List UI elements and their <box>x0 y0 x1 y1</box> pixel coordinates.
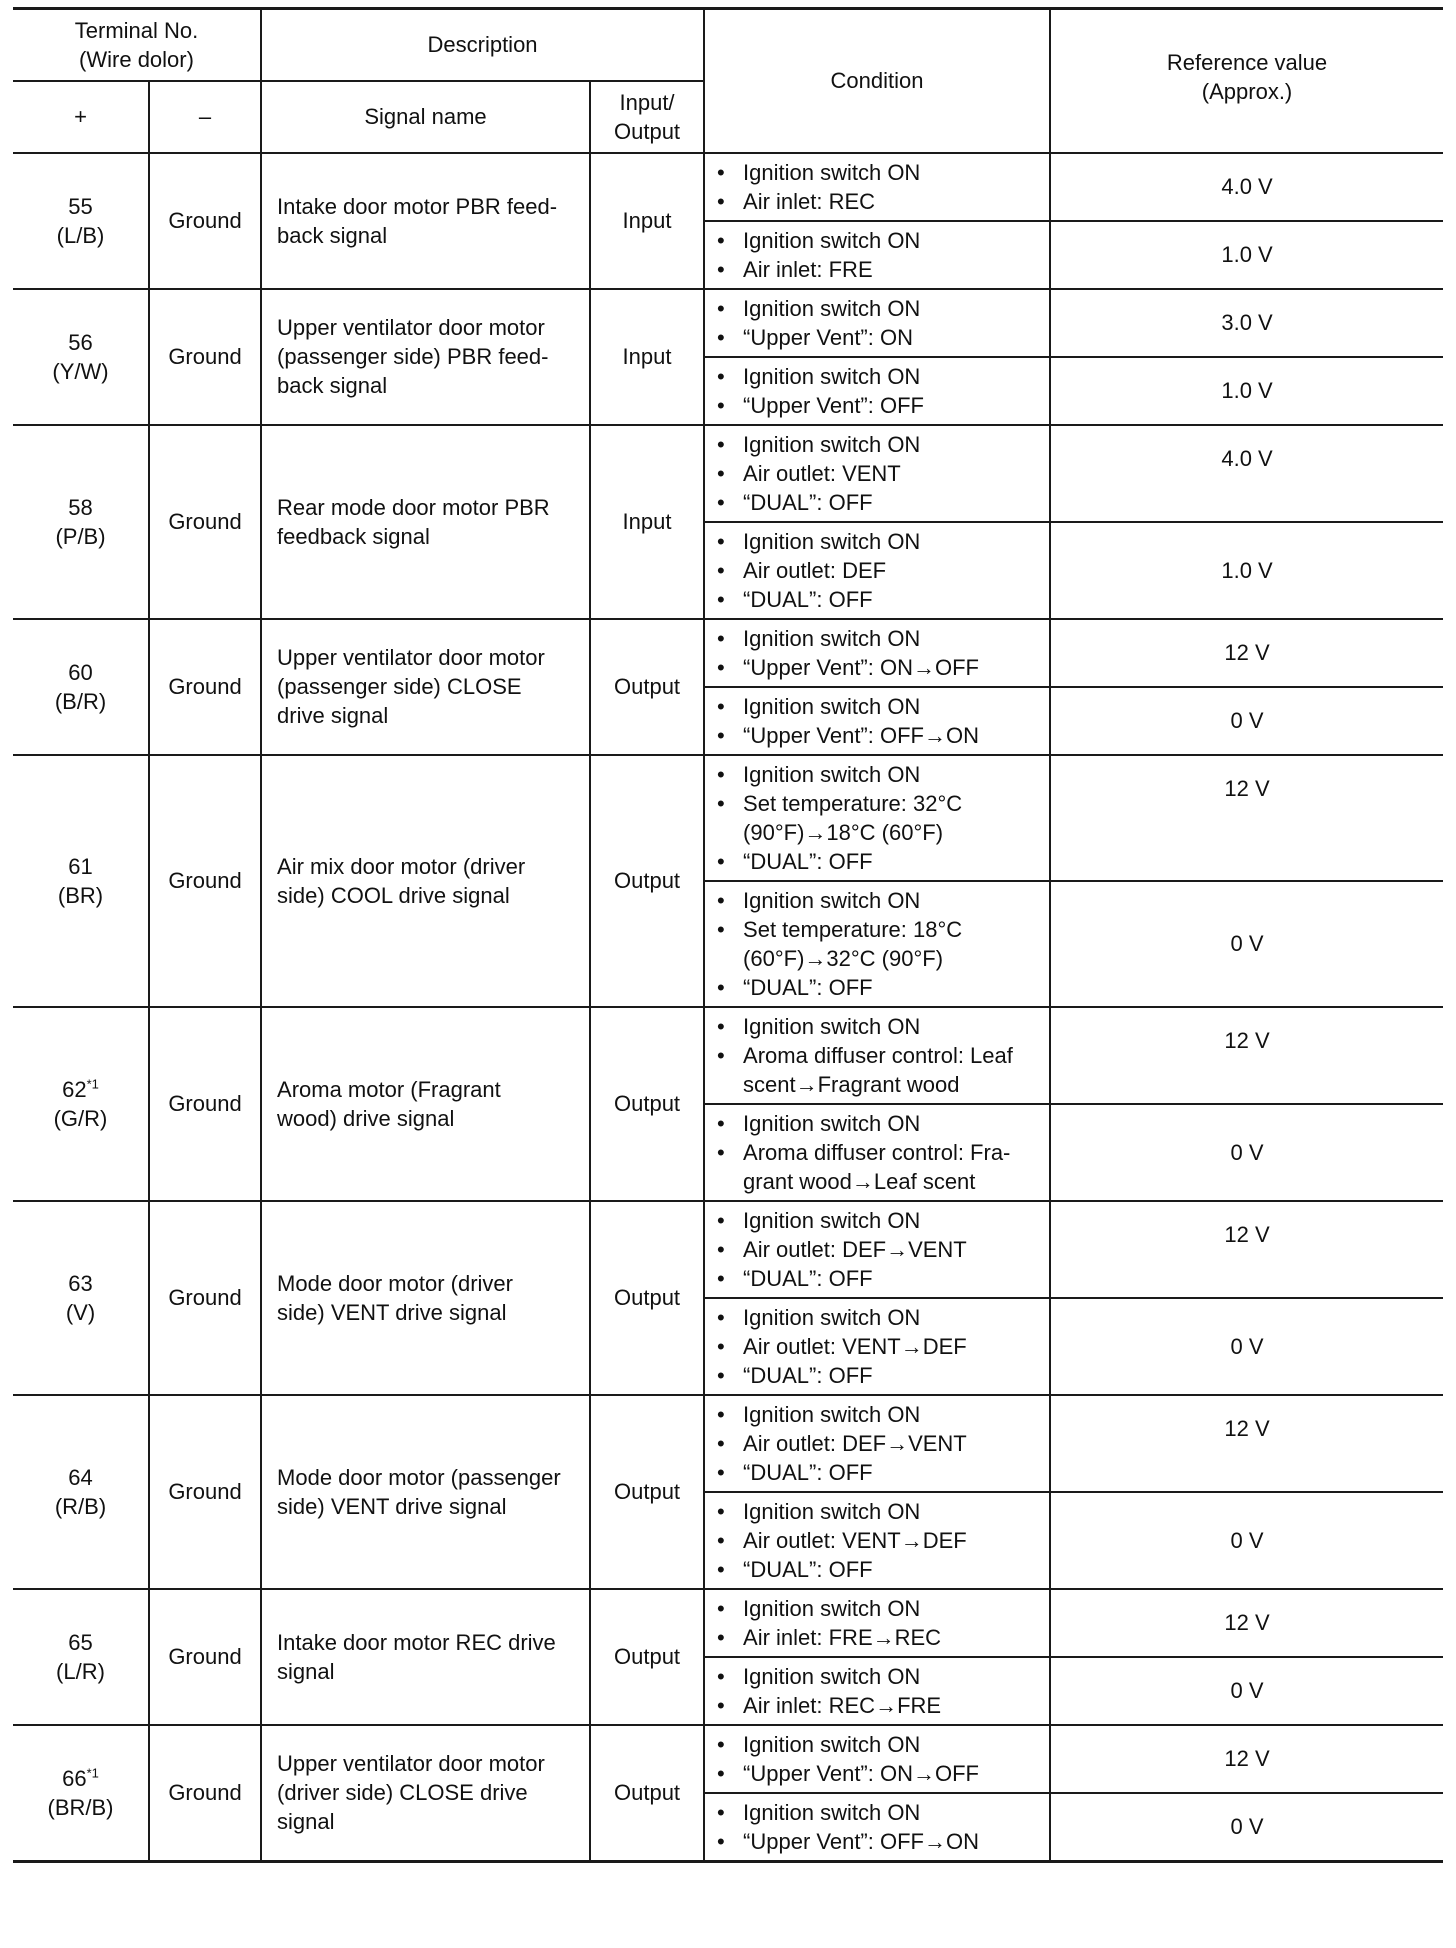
condition-item: • Ignition switch ON <box>717 886 1041 915</box>
signal-name-line: Mode door motor (driver <box>277 1270 513 1296</box>
io-cell: Input <box>590 289 704 425</box>
condition-item: • Ignition switch ON <box>717 1730 1041 1759</box>
io-cell: Output <box>590 1395 704 1589</box>
terminal-cell <box>13 755 149 1007</box>
condition-item: • Ignition switch ON <box>717 624 1041 653</box>
table-row <box>13 425 1443 522</box>
signal-name-line: signal <box>277 1809 335 1834</box>
terminal-number-line <box>13 192 148 221</box>
io-cell: Output <box>590 755 704 1007</box>
signal-name-cell <box>261 1007 590 1201</box>
header-row-1 <box>13 9 1443 81</box>
signal-name-line: (passenger side) PBR feed- <box>277 344 549 369</box>
condition-cell <box>704 1395 1050 1492</box>
signal-name-cell <box>261 289 590 425</box>
terminal-cell <box>13 1007 149 1201</box>
io-cell: Output <box>590 1201 704 1395</box>
condition-item: • “DUAL”: OFF <box>717 847 1041 876</box>
signal-name-line: Mode door motor (passenger <box>277 1464 561 1490</box>
reference-value-cell: 12 V <box>1050 755 1443 881</box>
condition-item: • Ignition switch ON <box>717 158 1041 187</box>
wire-color: (BR) <box>57 882 104 908</box>
terminal-number-line <box>13 1075 148 1104</box>
table-body <box>13 153 1443 1862</box>
condition-list <box>717 1662 1041 1720</box>
signal-name-header: Signal name <box>261 81 590 153</box>
condition-item: • Ignition switch ON <box>717 1303 1041 1332</box>
signal-name-line: back signal <box>277 222 388 248</box>
condition-list <box>717 692 1041 750</box>
reference-value-cell: 12 V <box>1050 1007 1443 1104</box>
table-row <box>13 755 1443 881</box>
condition-list <box>717 1400 1041 1487</box>
condition-item: • Ignition switch ON <box>717 1206 1041 1235</box>
terminal-number: 58 <box>68 494 93 520</box>
wire-color: (B/R) <box>54 688 107 714</box>
condition-item: • “DUAL”: OFF <box>717 1458 1041 1487</box>
condition-list <box>717 362 1041 420</box>
table-row <box>13 1201 1443 1298</box>
condition-cell <box>704 522 1050 619</box>
terminal-cell <box>13 289 149 425</box>
condition-list <box>717 1730 1041 1788</box>
condition-item: • Air outlet: VENT→DEF <box>717 1332 1041 1361</box>
table-row <box>13 1007 1443 1104</box>
condition-cell <box>704 221 1050 289</box>
minus-terminal-cell: Ground <box>149 1395 261 1589</box>
io-header-line1: Input/ <box>619 89 675 115</box>
minus-terminal-cell: Ground <box>149 1201 261 1395</box>
condition-list <box>717 158 1041 216</box>
wire-color: (Y/W) <box>52 358 109 384</box>
condition-item: • Air inlet: FRE <box>717 255 1041 284</box>
condition-list <box>717 1012 1041 1099</box>
terminal-number: 61 <box>68 853 93 879</box>
signal-name-cell <box>261 1395 590 1589</box>
reference-value-cell: 0 V <box>1050 687 1443 755</box>
wire-color: (V) <box>65 1299 96 1325</box>
signal-name-line: (passenger side) CLOSE <box>277 674 522 699</box>
condition-list <box>717 430 1041 517</box>
reference-value-header-line1: Reference value <box>1166 50 1328 75</box>
condition-cell <box>704 425 1050 522</box>
signal-name-line: Upper ventilator door motor <box>277 315 545 340</box>
signal-name-line: back signal <box>277 373 388 398</box>
table-row <box>13 1395 1443 1492</box>
minus-terminal-cell: Ground <box>149 425 261 619</box>
signal-name-line: Aroma motor (Fragrant <box>277 1076 501 1102</box>
condition-cell <box>704 1104 1050 1201</box>
condition-item: • Ignition switch ON <box>717 362 1041 391</box>
condition-list <box>717 527 1041 614</box>
condition-item: • “DUAL”: OFF <box>717 1264 1041 1293</box>
reference-value-cell: 1.0 V <box>1050 522 1443 619</box>
signal-name-cell <box>261 425 590 619</box>
signal-name-line: Intake door motor PBR feed- <box>277 193 558 219</box>
condition-list <box>717 1798 1041 1856</box>
condition-list <box>717 760 1041 876</box>
minus-terminal-cell: Ground <box>149 619 261 755</box>
condition-item: • Ignition switch ON <box>717 1400 1041 1429</box>
condition-cell <box>704 619 1050 687</box>
condition-list <box>717 1109 1041 1196</box>
terminal-number-line <box>13 1269 148 1298</box>
terminal-number: 62 <box>62 1076 87 1102</box>
reference-value-cell: 0 V <box>1050 1298 1443 1395</box>
terminal-cell <box>13 153 149 289</box>
signal-name-cell <box>261 153 590 289</box>
terminal-number-line <box>13 1764 148 1793</box>
signal-name-line: Rear mode door motor PBR <box>277 494 550 520</box>
plus-header: + <box>13 81 149 153</box>
reference-value-cell: 4.0 V <box>1050 425 1443 522</box>
signal-name-line: Upper ventilator door motor <box>277 645 545 670</box>
terminal-no-header-line2: (Wire dolor) <box>79 46 194 72</box>
condition-item: • Set temperature: 18°C <box>717 915 1041 944</box>
table-row <box>13 1725 1443 1793</box>
terminal-cell <box>13 1589 149 1725</box>
condition-item: • Air inlet: REC→FRE <box>717 1691 1041 1720</box>
reference-value-cell: 4.0 V <box>1050 153 1443 221</box>
wire-color: (G/R) <box>53 1105 108 1131</box>
condition-list <box>717 1303 1041 1390</box>
reference-value-cell: 12 V <box>1050 1201 1443 1298</box>
footnote-marker: *1 <box>86 1765 99 1781</box>
signal-name-line: (driver side) CLOSE drive <box>277 1780 528 1805</box>
terminal-number: 64 <box>68 1464 93 1490</box>
condition-item: • “DUAL”: OFF <box>717 973 1041 1002</box>
minus-terminal-cell: Ground <box>149 1589 261 1725</box>
terminal-number: 55 <box>68 193 93 219</box>
condition-cell <box>704 881 1050 1007</box>
reference-value-cell: 0 V <box>1050 1657 1443 1725</box>
condition-item: • “Upper Vent”: ON <box>717 323 1041 352</box>
condition-list <box>717 1206 1041 1293</box>
io-header <box>590 81 704 153</box>
condition-cell <box>704 153 1050 221</box>
condition-item: • Ignition switch ON <box>717 527 1041 556</box>
table-row <box>13 1589 1443 1657</box>
condition-item: • Air outlet: DEF <box>717 556 1041 585</box>
signal-name-line: Intake door motor REC drive <box>277 1629 556 1655</box>
signal-name-cell <box>261 1201 590 1395</box>
io-cell: Output <box>590 1007 704 1201</box>
condition-item: • Air outlet: DEF→VENT <box>717 1235 1041 1264</box>
signal-name-line: Upper ventilator door motor <box>277 1751 545 1776</box>
condition-item: • Air inlet: FRE→REC <box>717 1623 1041 1652</box>
condition-cell <box>704 1492 1050 1589</box>
condition-item: • Air inlet: REC <box>717 187 1041 216</box>
condition-item: • “DUAL”: OFF <box>717 1361 1041 1390</box>
condition-list <box>717 1594 1041 1652</box>
condition-item: • “Upper Vent”: ON→OFF <box>717 1759 1041 1788</box>
terminal-number: 65 <box>68 1629 93 1655</box>
condition-item: • Ignition switch ON <box>717 1662 1041 1691</box>
reference-value-cell: 0 V <box>1050 1492 1443 1589</box>
condition-item: • Ignition switch ON <box>717 1497 1041 1526</box>
reference-value-header <box>1050 9 1443 153</box>
wire-color: (L/B) <box>56 222 105 248</box>
signal-name-line: side) COOL drive signal <box>277 882 510 908</box>
signal-name-cell <box>261 619 590 755</box>
signal-name-cell <box>261 1589 590 1725</box>
reference-value-cell: 12 V <box>1050 1395 1443 1492</box>
table-row <box>13 619 1443 687</box>
terminal-number-line <box>13 493 148 522</box>
condition-continuation: scent→Fragrant wood <box>743 1071 960 1097</box>
terminal-cell <box>13 1395 149 1589</box>
description-header: Description <box>261 9 704 81</box>
condition-item: • Ignition switch ON <box>717 294 1041 323</box>
condition-list <box>717 294 1041 352</box>
condition-item: • Aroma diffuser control: Leaf <box>717 1041 1041 1070</box>
terminal-cell <box>13 425 149 619</box>
io-cell: Input <box>590 153 704 289</box>
condition-cell <box>704 1201 1050 1298</box>
reference-value-cell: 3.0 V <box>1050 289 1443 357</box>
signal-name-cell <box>261 1725 590 1862</box>
wire-color: (L/R) <box>56 1658 105 1684</box>
terminal-number-line <box>13 852 148 881</box>
condition-cell <box>704 1793 1050 1862</box>
condition-header: Condition <box>704 9 1050 153</box>
minus-terminal-cell: Ground <box>149 1725 261 1862</box>
terminal-cell <box>13 619 149 755</box>
terminal-number-line <box>13 328 148 357</box>
terminal-table <box>13 7 1443 1863</box>
footnote-marker: *1 <box>86 1076 99 1092</box>
condition-cell <box>704 289 1050 357</box>
signal-name-cell <box>261 755 590 1007</box>
condition-list <box>717 886 1041 1002</box>
condition-item: • “DUAL”: OFF <box>717 488 1041 517</box>
condition-item: • “Upper Vent”: OFF <box>717 391 1041 420</box>
signal-name-line: feedback signal <box>277 523 430 549</box>
terminal-number: 60 <box>68 659 93 685</box>
condition-item: • “Upper Vent”: OFF→ON <box>717 721 1041 750</box>
reference-value-cell: 12 V <box>1050 619 1443 687</box>
condition-continuation: grant wood→Leaf scent <box>743 1168 976 1194</box>
minus-terminal-cell: Ground <box>149 289 261 425</box>
signal-name-line: Air mix door motor (driver <box>277 853 526 879</box>
condition-cell <box>704 1589 1050 1657</box>
condition-item: • “Upper Vent”: ON→OFF <box>717 653 1041 682</box>
terminal-number: 66 <box>62 1765 87 1791</box>
terminal-reference-document <box>13 7 1443 1863</box>
signal-name-line: drive signal <box>277 703 389 728</box>
minus-terminal-cell: Ground <box>149 755 261 1007</box>
terminal-no-header <box>13 9 261 81</box>
terminal-number-line <box>13 658 148 687</box>
condition-item: • Ignition switch ON <box>717 1798 1041 1827</box>
condition-item: • Ignition switch ON <box>717 430 1041 459</box>
condition-item: • Ignition switch ON <box>717 1012 1041 1041</box>
terminal-number: 63 <box>68 1270 93 1296</box>
io-cell: Input <box>590 425 704 619</box>
condition-continuation: (60°F)→32°C (90°F) <box>743 945 944 971</box>
terminal-cell <box>13 1725 149 1862</box>
condition-cell <box>704 687 1050 755</box>
reference-value-cell: 0 V <box>1050 1104 1443 1201</box>
reference-value-cell: 0 V <box>1050 1793 1443 1862</box>
signal-name-line: signal <box>277 1658 335 1684</box>
condition-item: • Air outlet: DEF→VENT <box>717 1429 1041 1458</box>
signal-name-line: side) VENT drive signal <box>277 1493 507 1519</box>
condition-item: • Ignition switch ON <box>717 692 1041 721</box>
terminal-number-line <box>13 1628 148 1657</box>
condition-item: • Air outlet: VENT <box>717 459 1041 488</box>
condition-item: • “Upper Vent”: OFF→ON <box>717 1827 1041 1856</box>
condition-list <box>717 624 1041 682</box>
condition-item: • Ignition switch ON <box>717 1109 1041 1138</box>
reference-value-cell: 1.0 V <box>1050 221 1443 289</box>
condition-item: • Air outlet: VENT→DEF <box>717 1526 1041 1555</box>
terminal-number: 56 <box>68 329 93 355</box>
condition-item: • Set temperature: 32°C <box>717 789 1041 818</box>
reference-value-cell: 12 V <box>1050 1589 1443 1657</box>
condition-cell <box>704 1725 1050 1793</box>
condition-cell <box>704 357 1050 425</box>
minus-terminal-cell: Ground <box>149 1007 261 1201</box>
condition-cell <box>704 1657 1050 1725</box>
condition-item: • Ignition switch ON <box>717 1594 1041 1623</box>
terminal-number-line <box>13 1463 148 1492</box>
condition-item: • “DUAL”: OFF <box>717 585 1041 614</box>
reference-value-cell: 12 V <box>1050 1725 1443 1793</box>
condition-cell <box>704 755 1050 881</box>
table-row <box>13 289 1443 357</box>
wire-color: (P/B) <box>55 523 106 549</box>
minus-header: – <box>149 81 261 153</box>
condition-item: • “DUAL”: OFF <box>717 1555 1041 1584</box>
io-cell: Output <box>590 1725 704 1862</box>
io-header-line2: Output <box>614 118 681 144</box>
terminal-no-header-line1: Terminal No. <box>74 17 199 43</box>
io-cell: Output <box>590 619 704 755</box>
condition-list <box>717 1497 1041 1584</box>
condition-item: • Ignition switch ON <box>717 226 1041 255</box>
signal-name-line: wood) drive signal <box>277 1105 455 1131</box>
io-cell: Output <box>590 1589 704 1725</box>
condition-cell <box>704 1007 1050 1104</box>
wire-color: (BR/B) <box>47 1794 114 1820</box>
table-row <box>13 153 1443 221</box>
condition-item: • Ignition switch ON <box>717 760 1041 789</box>
condition-cell <box>704 1298 1050 1395</box>
reference-value-cell: 0 V <box>1050 881 1443 1007</box>
terminal-cell <box>13 1201 149 1395</box>
condition-item: • Aroma diffuser control: Fra- <box>717 1138 1041 1167</box>
reference-value-cell: 1.0 V <box>1050 357 1443 425</box>
condition-list <box>717 226 1041 284</box>
condition-continuation: (90°F)→18°C (60°F) <box>743 819 944 845</box>
wire-color: (R/B) <box>54 1493 107 1519</box>
signal-name-line: side) VENT drive signal <box>277 1299 507 1325</box>
minus-terminal-cell: Ground <box>149 153 261 289</box>
reference-value-header-line2: (Approx.) <box>1201 79 1293 104</box>
